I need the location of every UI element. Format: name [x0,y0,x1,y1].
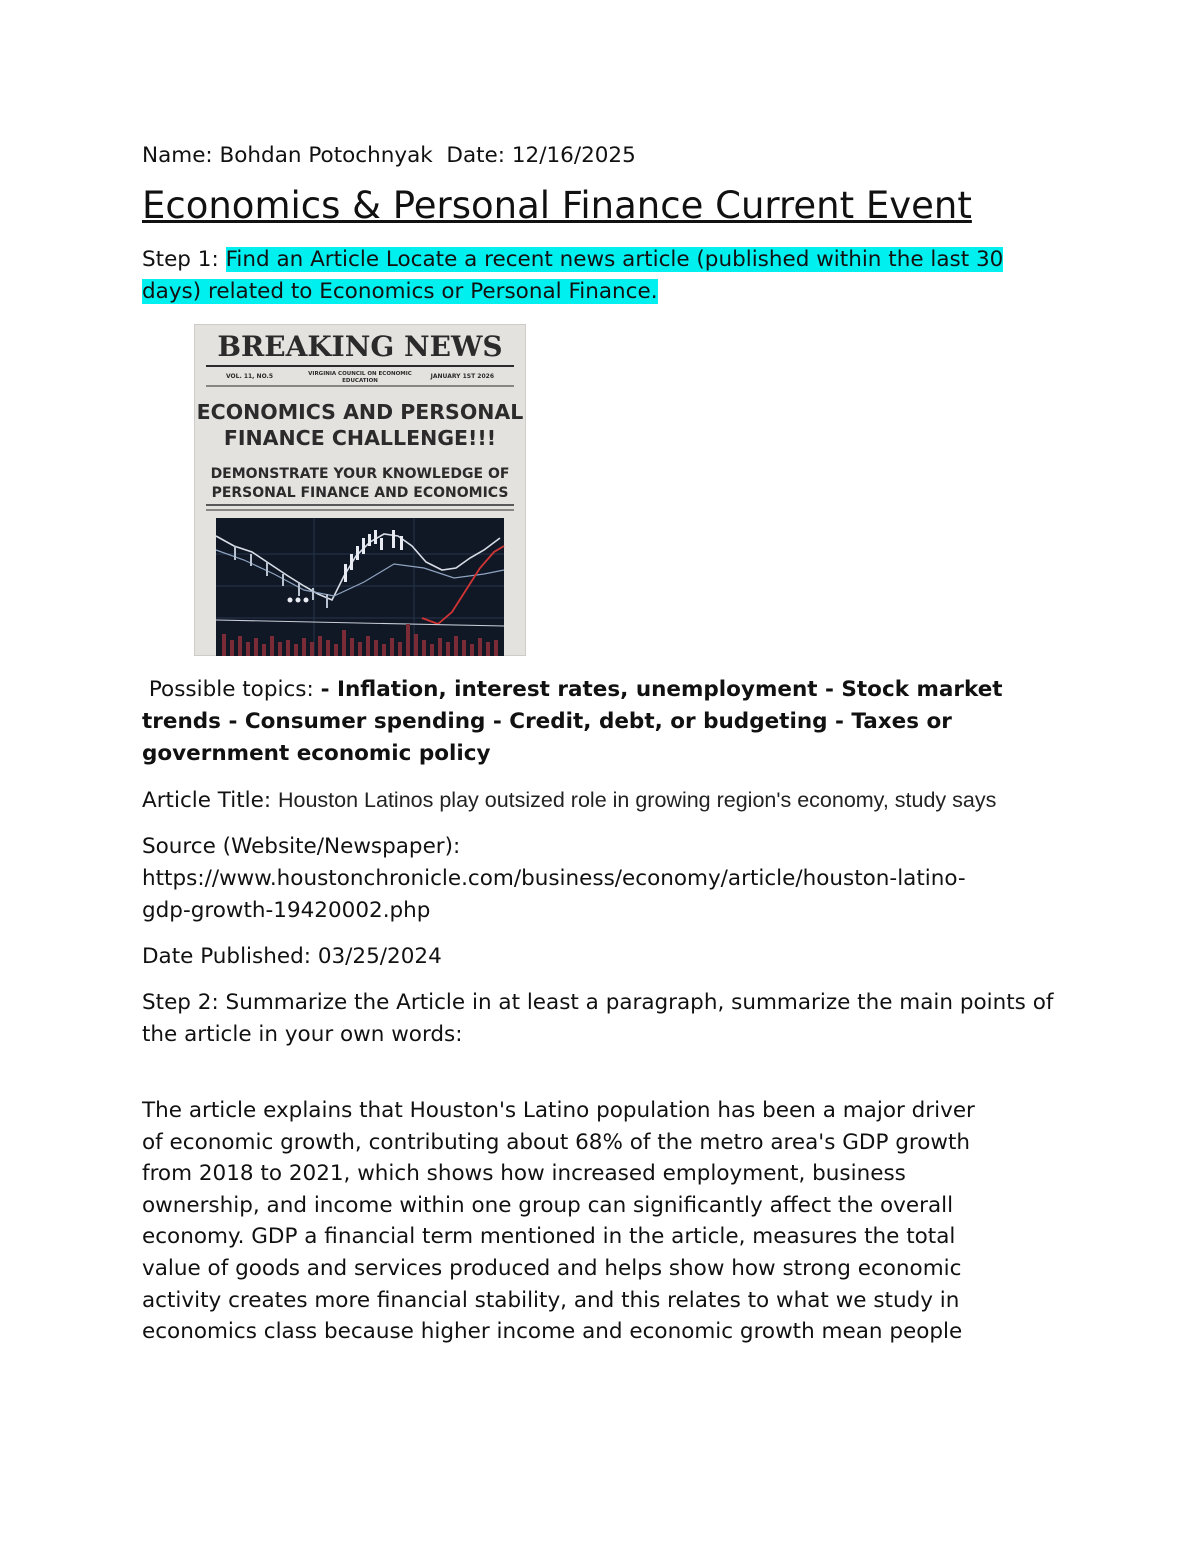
poster-headline: BREAKING NEWS [217,330,503,363]
breaking-news-poster [194,324,526,656]
step2-instructions: Step 2: Summarize the Article in at least a paragraph, summarize the main points of the article in your own words: [142,990,1054,1047]
summary-line: economy. GDP a financial term mentioned in the article, measures the total [142,1224,956,1250]
summary-paragraph [142,1095,1062,1348]
summary-line: The article explains that Houston's Latino population has been a major driver [142,1098,975,1123]
summary-line: value of goods and services produced and helps show how strong economic [142,1255,962,1281]
poster-main-line2: FINANCE CHALLENGE!!! [223,426,497,450]
poster-issue: VOL. 11, NO.5 [226,373,273,380]
student-name: Bohdan Potochnyak [219,143,433,168]
poster-issue-date: JANUARY 1ST 2026 [430,373,494,380]
poster-publisher-line2: EDUCATION [342,378,378,384]
topics-label: Possible topics: [148,677,314,702]
summary-line: of economic growth, contributing about 68% of the metro area's GDP growth [142,1129,971,1155]
poster-publisher-line1: VIRGINIA COUNCIL ON ECONOMIC [308,371,412,377]
poster-sub-line1: DEMONSTRATE YOUR KNOWLEDGE OF [210,466,510,482]
poster-image [194,324,526,656]
date-published-label: Date Published: [142,944,311,969]
source-url-line2: gdp-growth-19420002.php [142,898,431,923]
summary-line: ownership, and income within one group can significantly affect the overall [142,1192,954,1218]
step1-paragraph [142,244,1062,308]
article-title-value: Houston Latinos play outsized role in growing region's economy, study says [277,788,997,812]
possible-topics [142,674,1062,770]
poster-stock-chart [216,518,504,656]
summary-line: from 2018 to 2021, which shows how increased employment, business [142,1161,906,1187]
poster-sub-line2: PERSONAL FINANCE AND ECONOMICS [211,485,509,501]
step1-label: Step 1: [142,247,219,272]
article-title-label: Article Title: [142,788,272,813]
assignment-date: 12/16/2025 [511,143,636,168]
article-title-field [142,784,1062,817]
summary-line: economics class because higher income and economic growth mean people [142,1319,963,1345]
date-label: Date: [446,143,506,168]
step1-highlighted-text: Find an Article Locate a recent news article (published within the last 30 days) related to Economics or Personal Finance. [142,247,1004,304]
topics-list: - Inflation, interest rates, unemployment - Stock market trends - Consumer spending - Credit, debt, or budgeting - Taxes or government economic policy [142,677,1003,766]
source-url-line1: https://www.houstonchronicle.com/business/economy/article/houston-latino- [142,866,966,891]
name-label: Name: [142,143,213,168]
summary-line: activity creates more financial stability, and this relates to what we study in [142,1287,960,1313]
source-field [142,831,1062,927]
poster-main-line1: ECONOMICS AND PERSONAL [196,400,524,424]
document-title: Economics & Personal Finance Current Event [142,184,972,227]
date-published-field [142,941,1062,973]
document-body [142,140,1062,1348]
name-date-line [142,140,1062,172]
date-published-value: 03/25/2024 [317,944,442,969]
source-label: Source (Website/Newspaper): [142,834,461,859]
